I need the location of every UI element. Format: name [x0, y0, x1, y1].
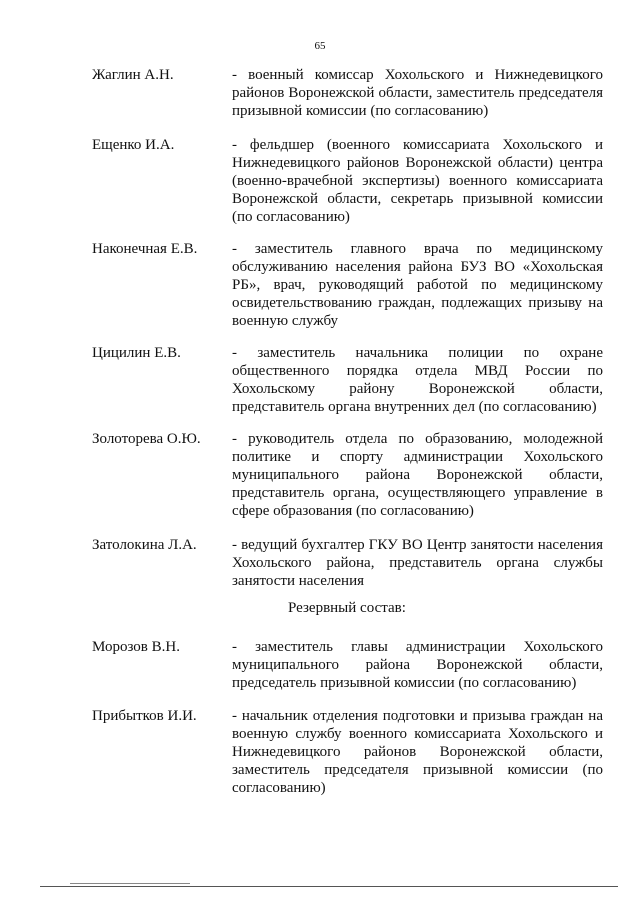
member-description: - заместитель главы администрации Хохольского муниципального района Воронежской области, председатель призывной комиссии (по согласованию) — [232, 639, 603, 691]
member-name: Цицилин Е.В. — [92, 345, 181, 361]
member-name: Жаглин А.Н. — [92, 67, 174, 83]
bottom-divider-short — [70, 883, 190, 884]
member-description: - военный комиссар Хохольского и Нижнедевицкого районов Воронежской области, заместитель председателя призывной комиссии (по согласованию) — [232, 67, 603, 119]
member-name: Морозов В.Н. — [92, 639, 180, 655]
page-number: 65 — [314, 40, 326, 52]
member-name: Золоторева О.Ю. — [92, 431, 201, 447]
member-name: Ещенко И.А. — [92, 137, 175, 153]
member-name: Наконечная Е.В. — [92, 241, 198, 257]
member-name: Прибытков И.И. — [92, 708, 197, 724]
bottom-divider — [40, 886, 618, 887]
member-description: - фельдшер (военного комиссариата Хохольского и Нижнедевицкого районов Воронежской области) центра (военно-врачебной экспертизы) военного комиссариата Воронежской области, секретарь призывной комиссии (по согласованию) — [232, 137, 603, 225]
member-description: - ведущий бухгалтер ГКУ ВО Центр занятости населения Хохольского района, представитель органа службы занятости населения — [232, 537, 603, 589]
member-description: - заместитель начальника полиции по охране общественного порядка отдела МВД России по Хохольскому району Воронежской области, представитель органа внутренних дел (по согласованию) — [232, 345, 603, 415]
member-description: - заместитель главного врача по медицинскому обслуживанию населения района БУЗ ВО «Хохольская РБ», врач, руководящий работой по медицинскому освидетельствованию граждан, подлежащих призыву на военную службу — [232, 241, 603, 329]
member-name: Затолокина Л.А. — [92, 537, 197, 553]
member-description: - начальник отделения подготовки и призыва граждан на военную службу военного комиссариата Хохольского и Нижнедевицкого районов Воронежской области, заместитель председателя призывной комиссии (по согласованию) — [232, 708, 603, 796]
member-description: - руководитель отдела по образованию, молодежной политике и спорту администрации Хохольского муниципального района Воронежской области, представитель органа, осуществляющего управление в сфере образования (по согласованию) — [232, 431, 603, 519]
reserve-heading: Резервный состав: — [288, 600, 406, 616]
